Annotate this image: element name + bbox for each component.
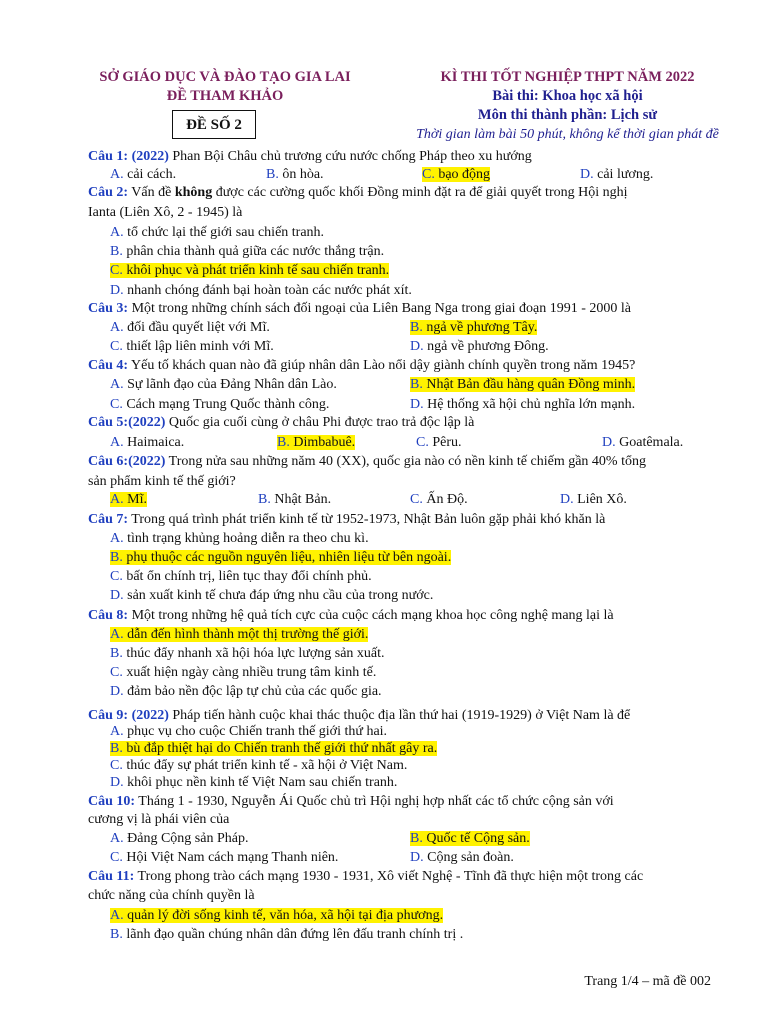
question-1-option-a: A. cải cách. — [110, 167, 177, 182]
question-10-stem: Câu 10: Tháng 1 - 1930, Nguyễn Ái Quốc chủ trì Hội nghị hợp nhất các tổ chức cộng sản với — [88, 794, 614, 809]
question-6-option-a: A. Mĩ. — [110, 492, 147, 507]
question-9-option-d: D. khôi phục nền kinh tế Việt Nam sau chiến tranh. — [110, 775, 398, 790]
exam-duration: Thời gian làm bài 50 phút, không kể thời gian phát đề — [416, 127, 719, 142]
question-6-stem: Câu 6:(2022) Trong nửa sau những năm 40 (XX), quốc gia nào có nền kinh tế chiếm gần 40% tổng — [88, 454, 646, 469]
exam-subject: Bài thi: Khoa học xã hội — [492, 88, 643, 104]
question-7-option-b: B. phụ thuộc các nguồn nguyên liệu, nhiên liệu từ bên ngoài. — [110, 550, 452, 565]
question-3-option-d: D. ngả về phương Đông. — [410, 339, 549, 354]
question-2-option-d: D. nhanh chóng đánh bại hoàn toàn các nước phát xít. — [110, 283, 412, 298]
question-4-option-a: A. Sự lãnh đạo của Đảng Nhân dân Lào. — [110, 377, 337, 392]
question-9-stem: Câu 9: (2022) Pháp tiến hành cuộc khai thác thuộc địa lần thứ hai (1919-1929) ở Việt Nam là để — [88, 708, 631, 723]
question-8-option-c: C. xuất hiện ngày càng nhiều trung tâm kinh tế. — [110, 665, 377, 680]
question-2-option-a: A. tổ chức lại thế giới sau chiến tranh. — [110, 225, 325, 240]
question-4-stem: Câu 4: Yếu tố khách quan nào đã giúp nhân dân Lào nổi dậy giành chính quyền trong năm 1945? — [88, 358, 636, 373]
question-11-stem: Câu 11: Trong phong trào cách mạng 1930 - 1931, Xô viết Nghệ - Tĩnh đã thực hiện một trong các — [88, 869, 644, 884]
question-8-option-d: D. đảm bảo nền độc lập tự chủ của các quốc gia. — [110, 684, 382, 699]
question-1-stem: Câu 1: (2022) Phan Bội Châu chủ trương cứu nước chống Pháp theo xu hướng — [88, 149, 532, 164]
question-4-option-d: D. Hệ thống xã hội chủ nghĩa lớn mạnh. — [410, 397, 636, 412]
question-10-option-a: A. Đảng Cộng sản Pháp. — [110, 831, 249, 846]
question-3-option-b: B. ngả về phương Tây. — [410, 320, 538, 335]
question-5-option-a: A. Haimaica. — [110, 435, 185, 450]
question-1-option-d: D. cải lương. — [580, 167, 654, 182]
question-1-option-b: B. ôn hòa. — [266, 167, 324, 182]
question-5-option-b: B. Dimbabuê. — [277, 435, 356, 450]
exam-title: KÌ THI TỐT NGHIỆP THPT NĂM 2022 — [440, 69, 695, 85]
question-2-option-b: B. phân chia thành quả giữa các nước thắng trận. — [110, 244, 385, 259]
question-7-stem: Câu 7: Trong quá trình phát triển kinh tế từ 1952-1973, Nhật Bản luôn gặp phải khó khăn là — [88, 512, 606, 527]
question-11-option-b: B. lãnh đạo quần chúng nhân dân đứng lên đấu tranh chính trị . — [110, 927, 464, 942]
exam-type-label: ĐỀ THAM KHẢO — [166, 88, 284, 104]
question-6-option-c: C. Ấn Độ. — [410, 492, 468, 507]
question-7-option-c: C. bất ổn chính trị, liên tục thay đổi chính phủ. — [110, 569, 372, 584]
question-11-stem-line2: chức năng của chính quyền là — [88, 888, 255, 903]
question-6-option-d: D. Liên Xô. — [560, 492, 627, 507]
question-4-option-c: C. Cách mạng Trung Quốc thành công. — [110, 397, 330, 412]
question-3-stem: Câu 3: Một trong những chính sách đối ngoại của Liên Bang Nga trong giai đoạn 1991 - 2000 là — [88, 301, 631, 316]
question-5-stem: Câu 5:(2022) Quốc gia cuối cùng ở châu Phi được trao trả độc lập là — [88, 415, 475, 430]
question-9-option-b: B. bù đắp thiệt hại do Chiến tranh thế giới thứ nhất gây ra. — [110, 741, 438, 756]
question-3-option-c: C. thiết lập liên minh với Mĩ. — [110, 339, 274, 354]
question-8-stem: Câu 8: Một trong những hệ quả tích cực của cuộc cách mạng khoa học công nghệ mang lại là — [88, 608, 614, 623]
question-6-option-b: B. Nhật Bản. — [258, 492, 332, 507]
department-name: SỞ GIÁO DỤC VÀ ĐÀO TẠO GIA LAI — [99, 69, 351, 85]
question-1-option-c: C. bạo động — [422, 167, 491, 182]
question-11-option-a: A. quản lý đời sống kinh tế, văn hóa, xã hội tại địa phương. — [110, 908, 444, 923]
question-5-option-d: D. Goatêmala. — [602, 435, 684, 450]
question-10-option-d: D. Cộng sản đoàn. — [410, 850, 514, 865]
question-10-option-b: B. Quốc tế Cộng sản. — [410, 831, 530, 846]
question-7-option-d: D. sản xuất kinh tế chưa đáp ứng nhu cầu của trong nước. — [110, 588, 434, 603]
question-9-option-a: A. phục vụ cho cuộc Chiến tranh thế giới thứ hai. — [110, 724, 388, 739]
question-4-option-b: B. Nhật Bản đầu hàng quân Đồng minh. — [410, 377, 636, 392]
header-right — [385, 68, 750, 144]
exam-component: Môn thi thành phần: Lịch sử — [477, 107, 658, 123]
question-3-option-a: A. đối đầu quyết liệt với Mĩ. — [110, 320, 270, 335]
question-9-option-c: C. thúc đẩy sự phát triển kinh tế - xã hội ở Việt Nam. — [110, 758, 408, 773]
question-2-stem: Câu 2: Vấn đề không được các cường quốc khối Đồng minh đặt ra để giải quyết trong Hội nghị — [88, 185, 628, 200]
question-5-option-c: C. Pêru. — [416, 435, 462, 450]
question-8-option-a: A. dẫn đến hình thành một thị trường thế giới. — [110, 627, 369, 642]
question-6-stem-line2: sản phẩm kinh tế thế giới? — [88, 474, 236, 489]
question-10-stem-line2: cương vị là phái viên của — [88, 812, 230, 827]
header-left — [80, 68, 370, 106]
question-2-stem-line2: Ianta (Liên Xô, 2 - 1945) là — [88, 205, 243, 220]
page-footer: Trang 1/4 – mã đề 002 — [584, 974, 711, 989]
question-8-option-b: B. thúc đẩy nhanh xã hội hóa lực lượng sản xuất. — [110, 646, 385, 661]
question-7-option-a: A. tình trạng khủng hoảng diễn ra theo chu kì. — [110, 531, 369, 546]
exam-code-box: ĐỀ SỐ 2 — [172, 110, 256, 139]
question-10-option-c: C. Hội Việt Nam cách mạng Thanh niên. — [110, 850, 339, 865]
question-2-option-c: C. khôi phục và phát triển kinh tế sau chiến tranh. — [110, 263, 390, 278]
